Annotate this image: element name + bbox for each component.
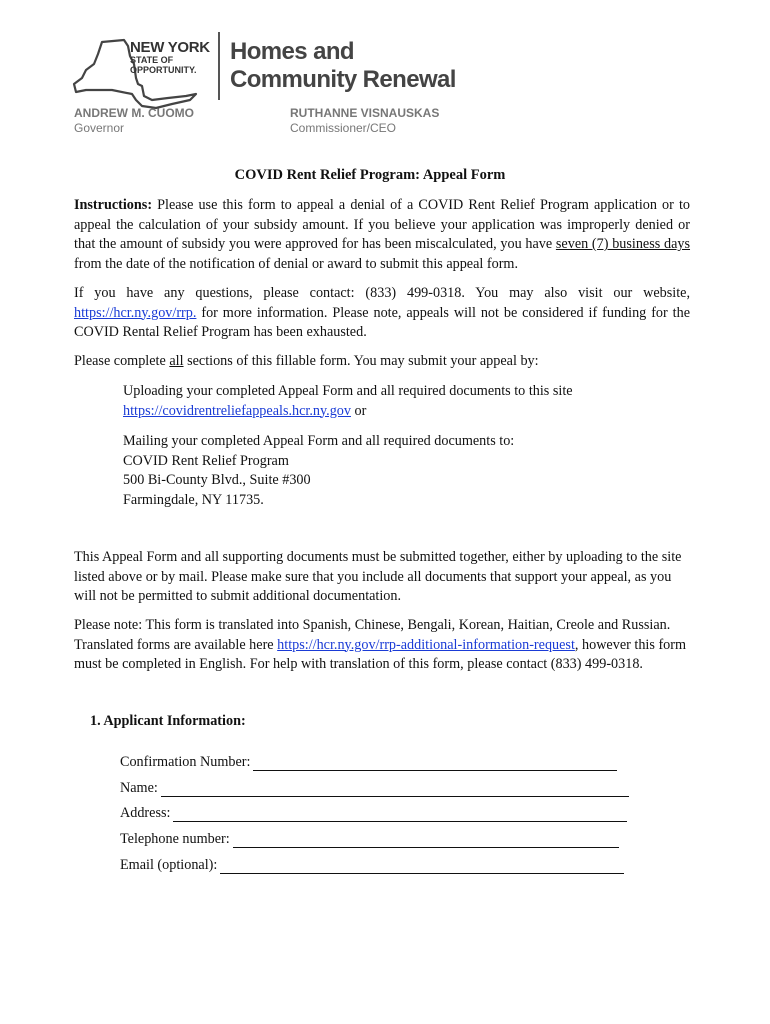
email-label: Email (optional): bbox=[120, 857, 218, 873]
header-divider bbox=[218, 32, 220, 100]
email-field bbox=[120, 857, 624, 874]
translation-paragraph bbox=[74, 616, 690, 675]
commissioner-block bbox=[290, 106, 439, 136]
instructions-text-1: Please use this form to appeal a denial of a COVID Rent Relief Program application or to appeal the calculation of your subsidy amount. If you believe your application was improperly denied or that the amount of subsidy you were approved for has been miscalculated, you have bbox=[74, 197, 690, 252]
address-field bbox=[120, 805, 627, 822]
agency-line-1: Homes and bbox=[230, 38, 354, 65]
email-input[interactable] bbox=[220, 859, 624, 874]
address-input[interactable] bbox=[173, 807, 627, 822]
upload-text-1: Uploading your completed Appeal Form and all required documents to this site bbox=[123, 383, 573, 399]
instructions-label: Instructions: bbox=[74, 197, 153, 213]
questions-paragraph bbox=[74, 284, 690, 343]
instructions-paragraph bbox=[74, 196, 690, 274]
governor-name: ANDREW M. CUOMO bbox=[74, 106, 194, 120]
complete-paragraph bbox=[74, 352, 690, 372]
appeals-site-link[interactable]: https://covidrentreliefappeals.hcr.ny.gov bbox=[123, 402, 351, 419]
instructions-text-2: from the date of the notification of denial or award to submit this appeal form. bbox=[74, 255, 519, 272]
name-label: Name: bbox=[120, 780, 158, 796]
address-label: Address: bbox=[120, 805, 171, 821]
all-text: all bbox=[169, 353, 184, 369]
name-field bbox=[120, 780, 629, 797]
section-applicant-information: 1. Applicant Information: bbox=[90, 713, 246, 729]
translation-text-2: , however this form must be completed in English. For help with translation of this form, please contact (833) 499-0318. bbox=[74, 636, 687, 672]
commissioner-title: Commissioner/CEO bbox=[290, 121, 397, 135]
mail-line-3: 500 Bi-County Blvd., Suite #300 bbox=[123, 472, 311, 488]
upload-text-2: or bbox=[350, 402, 367, 419]
complete-text-2: sections of this fillable form. You may submit your appeal by: bbox=[183, 353, 539, 369]
questions-text-1: If you have any questions, please contact: (833) 499-0318. You may also visit our website, bbox=[74, 285, 690, 301]
translation-text-1: Please note: This form is translated into Spanish, Chinese, Bengali, Korean, Haitian, Creole and Russian. Translated forms are available here bbox=[74, 617, 671, 653]
ny-line-1: NEW YORK bbox=[130, 39, 210, 56]
deadline-text: seven (7) business days bbox=[555, 236, 691, 252]
rrp-website-link[interactable]: https://hcr.ny.gov/rrp. bbox=[74, 304, 197, 321]
ny-state-logo-text bbox=[130, 40, 210, 75]
mail-line-2: COVID Rent Relief Program bbox=[123, 452, 289, 469]
governor-title: Governor bbox=[74, 121, 125, 135]
agency-line-2: Community Renewal bbox=[230, 66, 456, 93]
commissioner-name: RUTHANNE VISNAUSKAS bbox=[290, 106, 440, 120]
questions-text-2: for more information. Please note, appeals will not be considered if funding for the COVID Rental Relief Program has been exhausted. bbox=[74, 304, 690, 340]
telephone-label: Telephone number: bbox=[120, 831, 230, 847]
mail-line-1: Mailing your completed Appeal Form and all required documents to: bbox=[123, 433, 515, 449]
agency-name bbox=[230, 38, 456, 94]
ny-line-2: STATE OF bbox=[130, 55, 174, 65]
mail-option bbox=[123, 432, 683, 510]
confirmation-label: Confirmation Number: bbox=[120, 754, 251, 770]
translation-link[interactable]: https://hcr.ny.gov/rrp-additional-information-request bbox=[277, 636, 575, 653]
complete-text-1: Please complete bbox=[74, 353, 170, 369]
name-input[interactable] bbox=[161, 782, 629, 797]
ny-line-3: OPPORTUNITY. bbox=[130, 65, 197, 75]
governor-block bbox=[74, 106, 194, 136]
confirmation-input[interactable] bbox=[253, 756, 617, 771]
telephone-field bbox=[120, 831, 619, 848]
upload-option bbox=[123, 382, 683, 421]
submission-paragraph: This Appeal Form and all supporting documents must be submitted together, either by uploading to the site listed above or by mail. Please make sure that you include all documents that support your appeal, as you will not be permitted to submit additional documentation. bbox=[74, 549, 682, 604]
telephone-input[interactable] bbox=[233, 833, 619, 848]
mail-line-4: Farmingdale, NY 11735. bbox=[123, 491, 264, 508]
confirmation-number-field bbox=[120, 754, 617, 771]
page-title: COVID Rent Relief Program: Appeal Form bbox=[234, 167, 506, 183]
